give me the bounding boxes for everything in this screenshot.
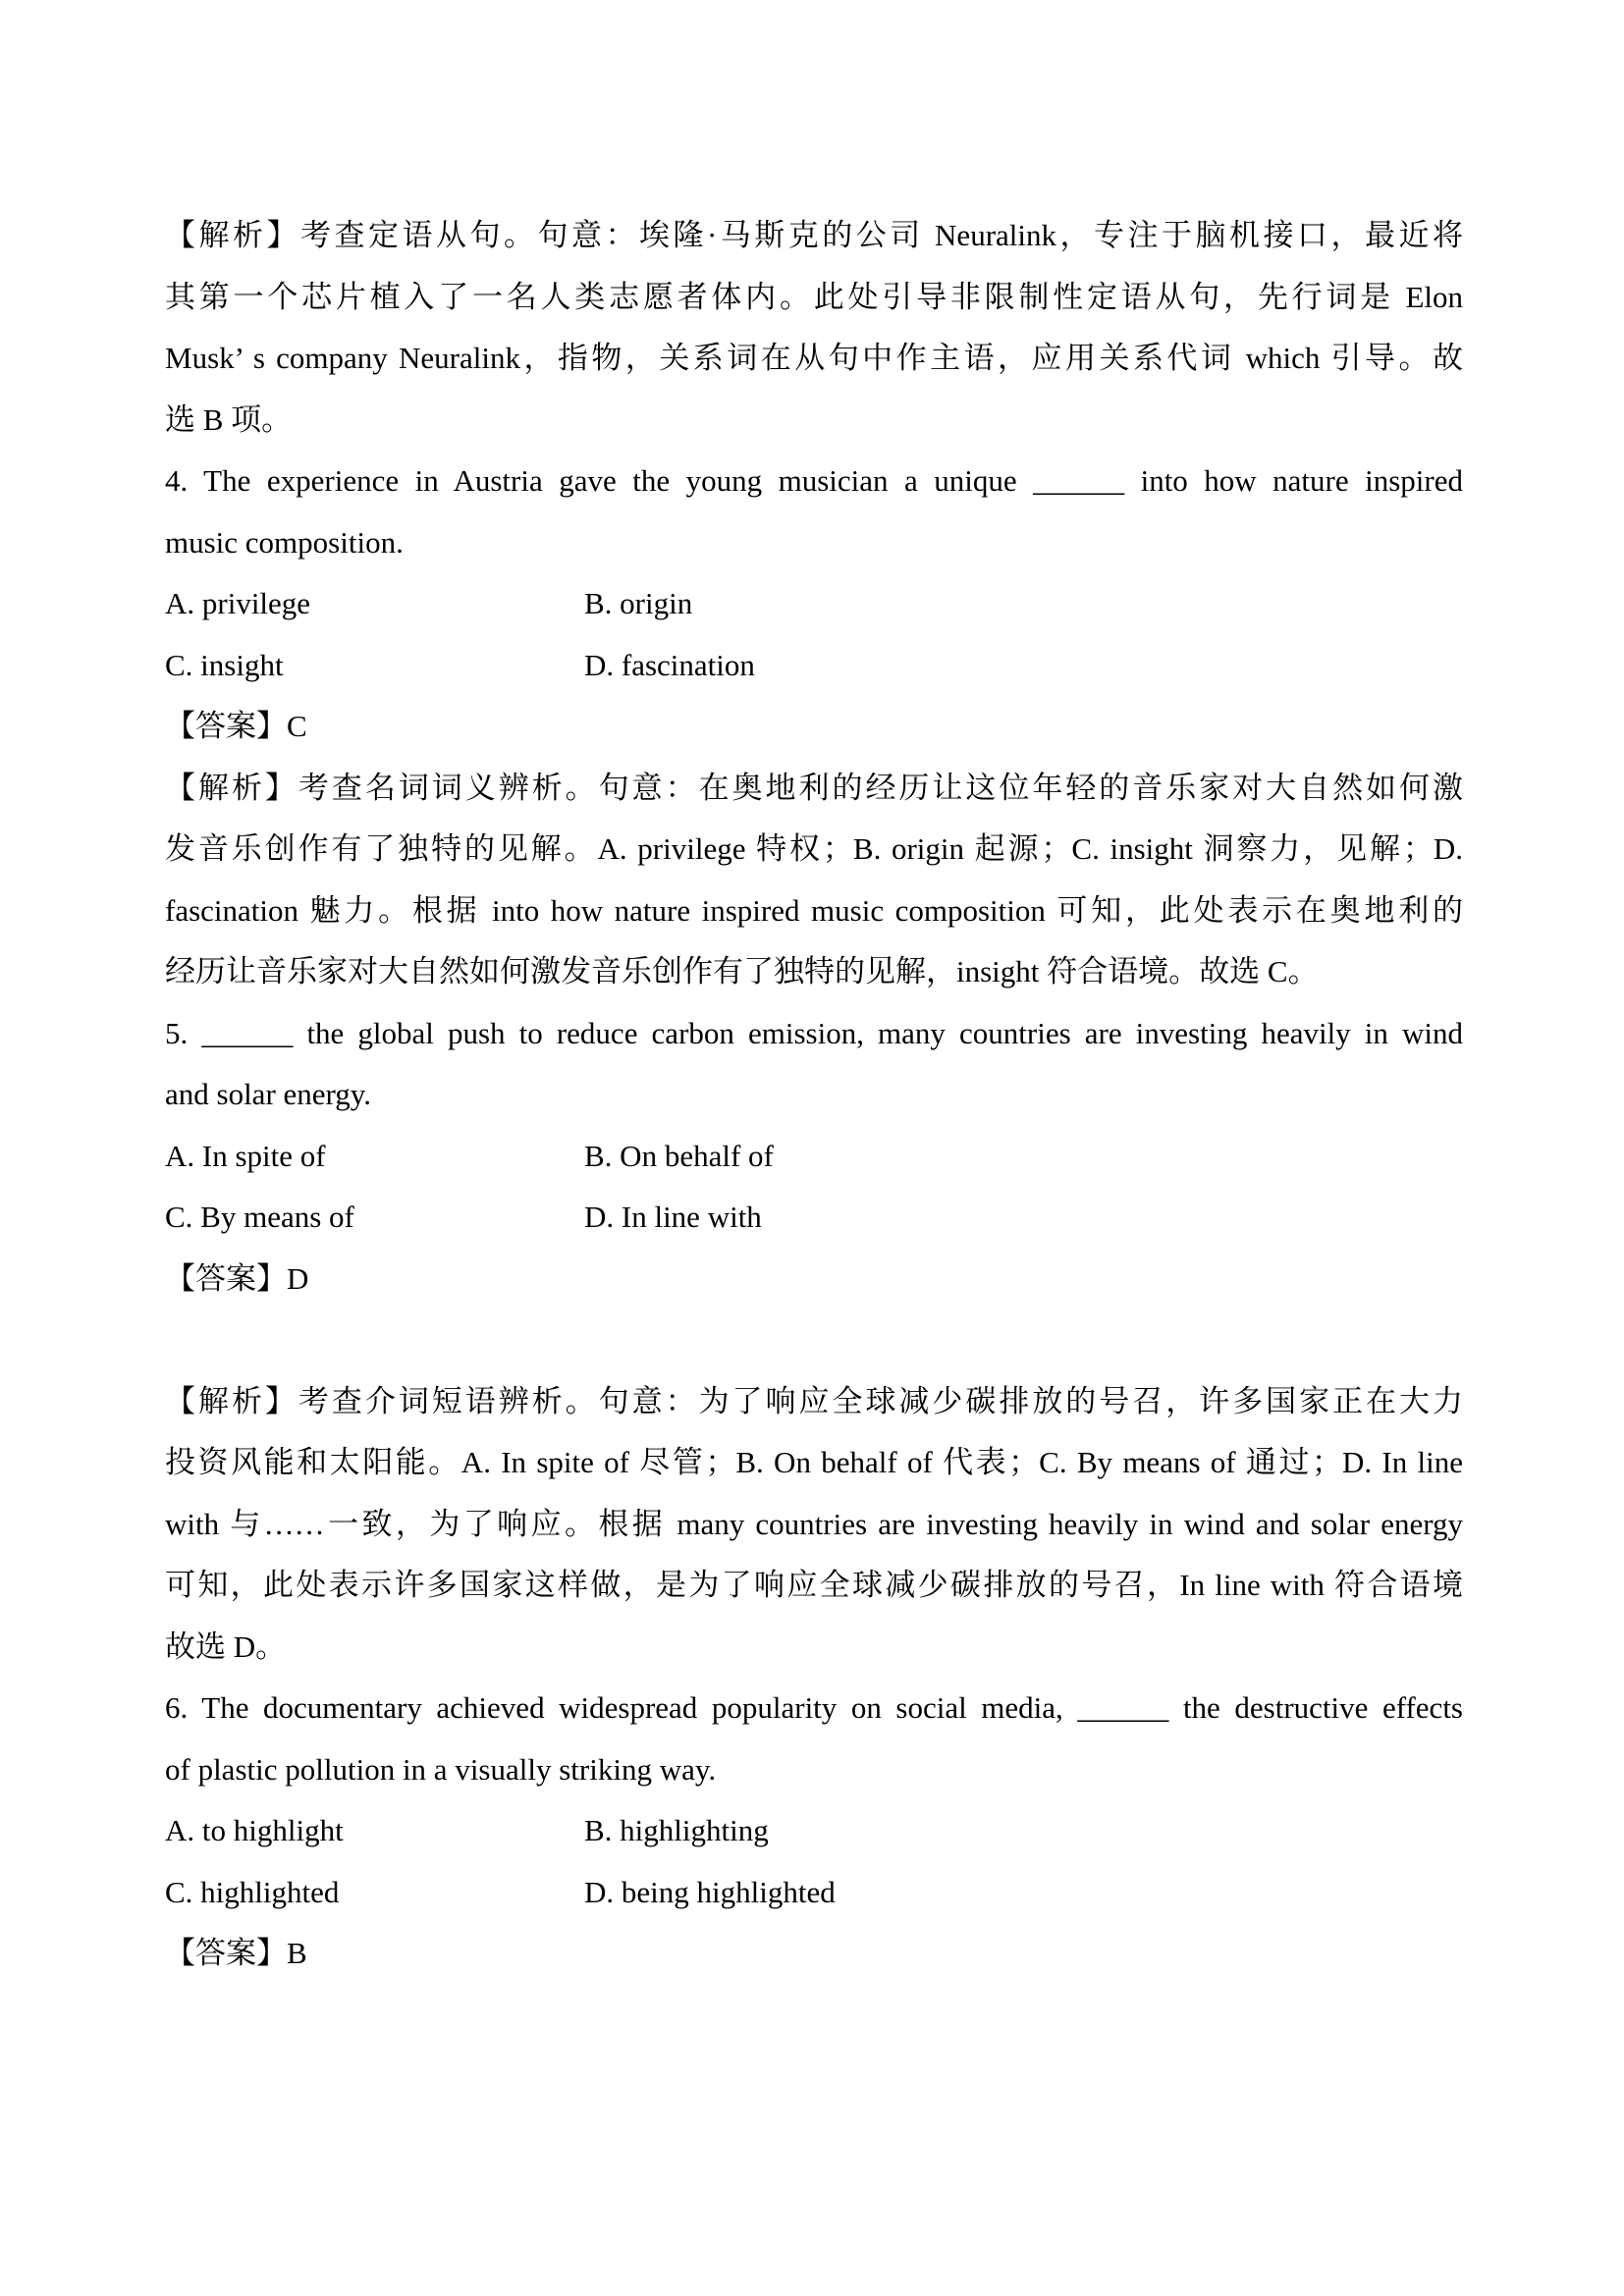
text-line: 选 B 项。 [165,401,293,437]
option-right: D. In line with [584,1200,762,1234]
text-line: 故选 D。 [165,1629,287,1664]
option-left: C. insight [165,647,284,682]
text-line: 【答案】D [165,1260,309,1296]
document-body [165,205,1463,1985]
option-row [165,1862,1463,1924]
option-row [165,1800,1463,1862]
text-line: 6. The documentary achieved widespread popularity on social media, ______ the destructive effects [165,1690,1463,1725]
option-right: B. On behalf of [584,1138,774,1173]
option-right: D. being highlighted [584,1874,836,1909]
text-line: 【解析】考查介词短语辨析。句意：为了响应全球减少碳排放的号召，许多国家正在大力 [165,1383,1463,1418]
option-left: A. In spite of [165,1138,326,1173]
text-line: 其第一个芯片植入了一名人类志愿者体内。此处引导非限制性定语从句，先行词是 Elon [165,279,1463,314]
text-line: 可知，此处表示许多国家这样做，是为了响应全球减少碳排放的号召，In line with 符合语境 [165,1568,1463,1602]
option-row [165,635,1463,697]
text-line: 4. The experience in Austria gave the young musician a unique ______ into how nature inspired [165,463,1463,498]
text-line: 【答案】C [165,709,307,743]
blank-line [165,1309,1463,1371]
option-right: B. highlighting [584,1813,769,1847]
option-row [165,1187,1463,1249]
text-line: 经历让音乐家对大自然如何激发音乐创作有了独特的见解，insight 符合语境。故选 C。 [165,954,1319,988]
text-line: fascination 魅力。根据 into how nature inspired music composition 可知，此处表示在奥地利的 [165,892,1463,928]
text-line: 【答案】B [165,1936,307,1970]
text-line: 发音乐创作有了独特的见解。A. privilege 特权；B. origin 起源；C. insight 洞察力，见解；D. [165,831,1463,866]
option-left: C. By means of [165,1200,354,1234]
text-line: and solar energy. [165,1077,372,1111]
option-right: B. origin [584,586,693,620]
option-row [165,1126,1463,1188]
text-line: 【解析】考查定语从句。句意：埃隆·马斯克的公司 Neuralink，专注于脑机接口，最近将 [165,218,1463,252]
option-row [165,573,1463,635]
text-line: with 与……一致，为了响应。根据 many countries are investing heavily in wind and solar energy [165,1506,1463,1541]
option-left: C. highlighted [165,1874,340,1909]
text-line: 【解析】考查名词词义辨析。句意：在奥地利的经历让这位年轻的音乐家对大自然如何激 [165,770,1463,805]
option-left: A. privilege [165,586,311,620]
option-right: D. fascination [584,647,755,682]
text-line: Musk’ s company Neuralink，指物，关系词在从句中作主语，应用关系代词 which 引导。故 [165,341,1463,375]
text-line: of plastic pollution in a visually striking way. [165,1751,717,1787]
option-left: A. to highlight [165,1813,344,1847]
text-line: music composition. [165,524,404,560]
text-line: 5. ______ the global push to reduce carbon emission, many countries are investing heavily in wind [165,1015,1463,1050]
text-line: 投资风能和太阳能。A. In spite of 尽管；B. On behalf of 代表；C. By means of 通过；D. In line [165,1445,1463,1479]
